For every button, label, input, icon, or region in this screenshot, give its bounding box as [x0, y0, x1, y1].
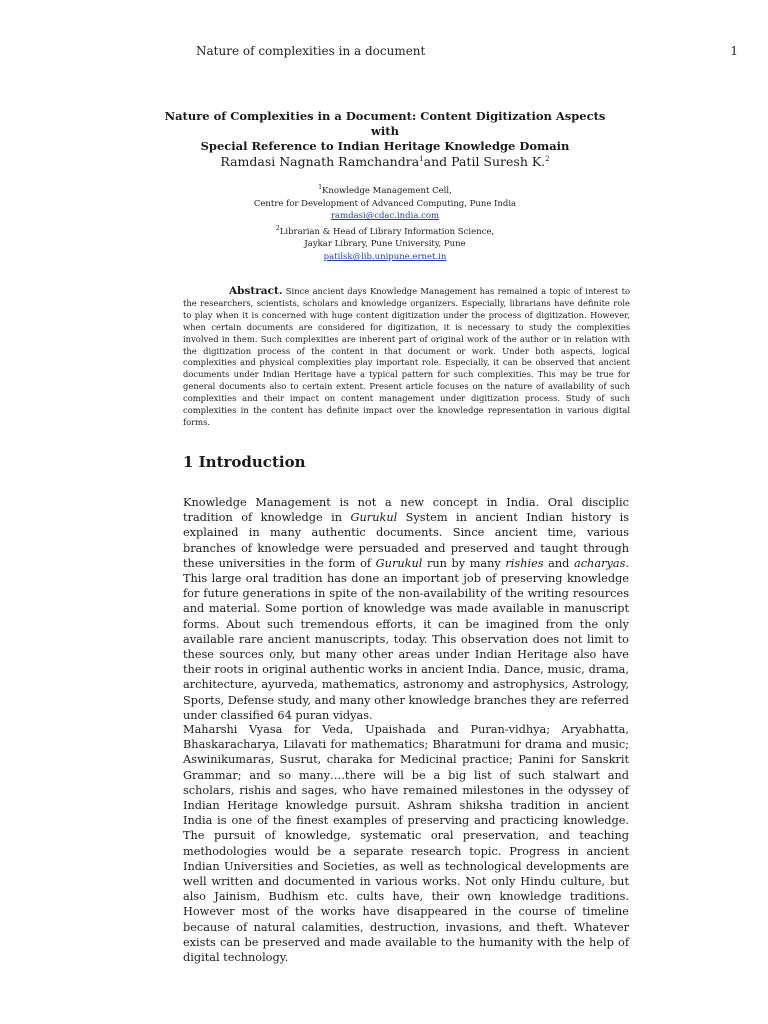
p1-text-d: and	[543, 556, 574, 570]
aff2-sup: 2	[275, 224, 280, 232]
section-heading-introduction: 1 Introduction	[183, 453, 306, 471]
running-title: Nature of complexities in a document	[196, 44, 426, 58]
author-conjunction: and	[423, 154, 448, 169]
introduction-paragraph-2: Maharshi Vyasa for Veda, Upaishada and Puran-vidhya; Aryabhatta, Bhaskaracharya, Lilavati for mathematics; Bharatmuni for drama and music; Aswinikumaras, Susrut, charaka for Medicinal practice; Panini for Sanskrit Grammar; and so many….there will be a big list of such stalwart and scholars, rishis and sages, who have remained milestones in the odyssey of Indian Heritage knowledge pursuit. Ashram shiksha tradition in ancient India is one of the finest examples of preserving and practicing knowledge. The pursuit of knowledge, systematic oral preservation, and teaching methodologies would be a separate research topic. Progress in ancient Indian Universities and Societies, as well as technological developments are well written and documented in various works. Not only Hindu culture, but also Jainism, Budhism etc. cults have, their own knowledge traditions. However most of the works have disappeared in the course of timeline because of natural calamities, destruction, invasions, and theft. Whatever exists can be preserved and made available to the humanity with the help of digital technology.	[183, 723, 629, 965]
page-number: 1	[730, 44, 738, 58]
introduction-paragraph-1	[183, 495, 629, 723]
p1-text-e: . This large oral tradition has done an important job of preserving knowledge for future generations in spite of the non-availability of the writing resources and material. Some portion of knowledge was made available in manuscript forms. About such tremendous efforts, it can be imagined from the only available rare ancient manuscripts, today. This observation does not limit to these sources only, but many other areas under Indian Heritage also have their roots in original authentic works in ancient India. Dance, music, drama, architecture, ayurveda, mathematics, astronomy and astrophysics, Astrology, Sports, Defense study, and many other knowledge branches they are referred under classified 64 puran vidyas.	[183, 556, 629, 722]
abstract-label: Abstract.	[229, 285, 283, 297]
aff2-line1-text: Librarian & Head of Library Information Science,	[279, 226, 495, 237]
p1-text-b: System in ancient Indian history is explained in many authentic documents. Since ancient time, various branches of knowledge were persuaded and preserved and taught through these universities in the form of	[183, 511, 629, 570]
p1-text-c: run by many	[422, 556, 506, 570]
p1-term-acharyas: acharyas	[574, 556, 626, 570]
affiliations	[150, 182, 620, 264]
title-line-2: Special Reference to Indian Heritage Knowledge Domain	[200, 139, 570, 153]
author-1: Ramdasi Nagnath Ramchandra	[220, 154, 420, 169]
paper-title	[150, 109, 620, 154]
title-line-1: Nature of Complexities in a Document: Content Digitization Aspects with	[164, 109, 606, 138]
author-1-sup: 1	[419, 154, 424, 163]
p1-text-a: Knowledge Management is not a new concept in India. Oral disciplic tradition of knowledge in	[183, 496, 629, 525]
p1-term-gurukul: Gurukul	[350, 511, 398, 525]
abstract	[183, 286, 630, 429]
p1-term-rishies: rishies	[505, 556, 544, 570]
abstract-text: Since ancient days Knowledge Management has remained a topic of interest to the researchers, scientists, scholars and knowledge organizers. Especially, librarians have definite role to play when it is concerned with huge content digitization under the process of digitization. However, when certain documents are considered for digitization, it is necessary to study the complexities involved in them. Such complexities are inherent part of original work of the author or in relation with the digitization process of the content in that document or work. Under both aspects, logical complexities and physical complexities play important role. Especially, it can be observed that ancient documents under Indian Heritage have a typical pattern for such complexities. This may be true for general documents also to certain extent. Present article focuses on the nature of availability of such complexities and their impact on content management under digitization process. Study of such complexities in the content has definite impact over the knowledge representation in various digital forms.	[183, 286, 630, 427]
author-2: Patil Suresh K.	[451, 154, 546, 169]
aff1-line1-text: Knowledge Management Cell,	[322, 185, 452, 196]
author-list	[150, 154, 620, 169]
affiliation-1-line-1	[150, 182, 620, 198]
affiliation-1-line-2: Centre for Development of Advanced Computing, Pune India	[253, 198, 517, 209]
running-header	[196, 44, 738, 58]
aff1-sup: 1	[318, 184, 323, 191]
p1-term-gurukul-2: Gurukul	[375, 556, 423, 570]
author-1-email-link[interactable]: ramdasi@cdac.india.com	[330, 211, 440, 222]
author-2-sup: 2	[545, 154, 550, 163]
affiliation-2-line-2: Jaykar Library, Pune University, Pune	[304, 239, 466, 250]
affiliation-2-line-1	[150, 223, 620, 239]
author-2-email-link[interactable]: patilsk@lib.unipune.ernet.in	[323, 252, 447, 263]
